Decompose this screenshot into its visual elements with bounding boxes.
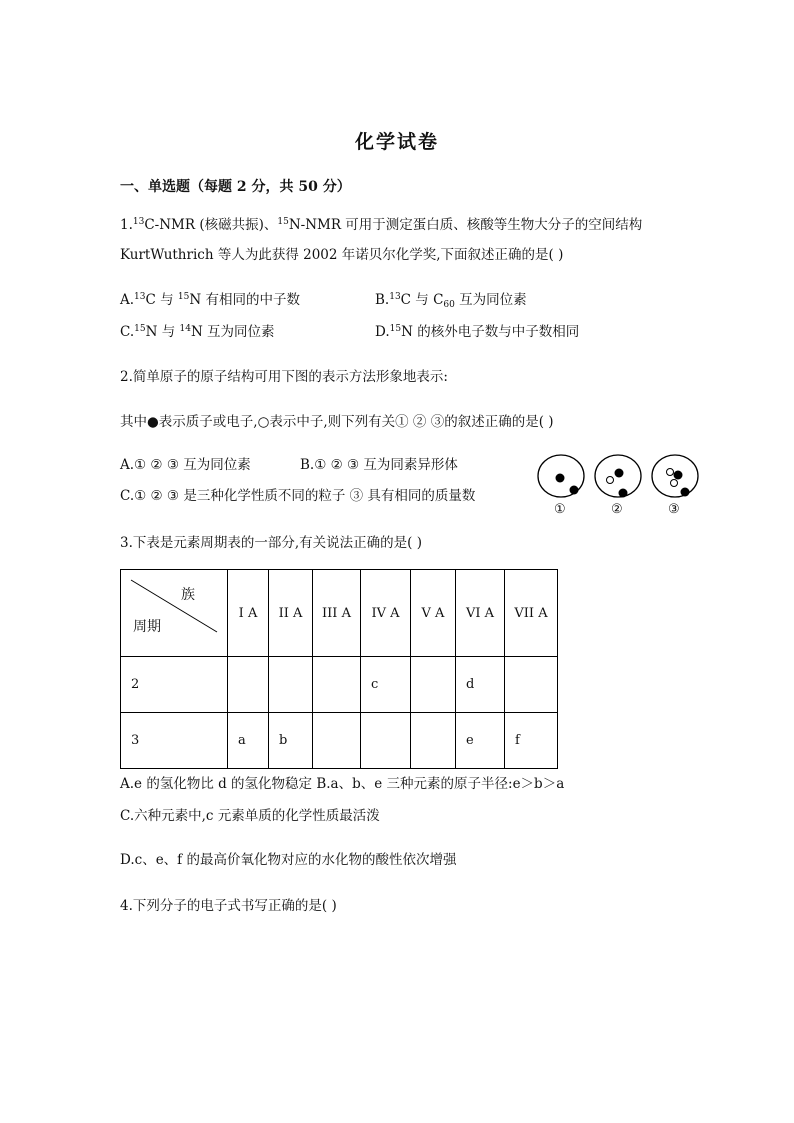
period-header-label: 周期 [133,619,161,635]
period-cell: 3 [121,713,228,769]
q2-stem-line2: 其中●表示质子或电子,○表示中子,则下列有关① ② ③的叙述正确的是( ) [120,414,554,430]
atom-structure-diagram [533,452,713,522]
q1-option-d: D.$^{15}$N 的核外电子数与中子数相同 [375,324,580,340]
q3-option-c: C.六种元素中,c 元素单质的化学性质最活泼 [120,808,380,824]
q1-option-b: B.$^{13}$C 与 $C_{60}$ 互为同位素 [375,292,527,310]
table-cell [313,713,361,769]
atom-label-1: ① [554,502,566,517]
page-title: 化学试卷 [354,131,439,153]
q1-stem-line2: KurtWuthrich 等人为此获得 2002 年诺贝尔化学奖,下面叙述正确的是( ) [120,247,564,263]
q2-option-a: A.① ② ③ 互为同位素 [120,457,251,473]
q1-stem-line1: 1.13C-NMR (核磁共振)、$^{15}$N-NMR 可用于测定蛋白质、核酸等生物大分子的空间结构 [120,217,643,233]
atom-label-3: ③ [668,502,680,517]
table-cell: c [361,657,411,713]
atom-label-2: ② [611,502,623,517]
table-cell [228,657,269,713]
column-header: I A [228,570,269,657]
q3-option-d: D.c、e、f 的最高价氧化物对应的水化物的酸性依次增强 [120,852,457,868]
periodic-table-excerpt [120,569,557,769]
table-cell: e [456,713,505,769]
atom-2 [595,455,641,498]
table-cell [411,713,456,769]
table-cell [269,657,313,713]
table-cell [313,657,361,713]
table-cell [411,657,456,713]
q4-stem: 4.下列分子的电子式书写正确的是( ) [120,898,337,914]
group-header-label: 族 [181,587,195,603]
table-corner-cell [121,570,228,657]
column-header: V A [411,570,456,657]
q3-option-a-b: A.e 的氢化物比 d 的氢化物稳定 B.a、b、e 三种元素的原子半径:e＞b＞a [120,776,565,792]
atom-diagram-svg [533,452,713,504]
q1-option-c: C.$^{15}$N 与 $^{14}$N 互为同位素 [120,324,275,340]
column-header: III A [313,570,361,657]
q2-option-b: B.① ② ③ 互为同素异形体 [300,457,458,473]
column-header: II A [269,570,313,657]
q2-option-c-d: C.① ② ③ 是三种化学性质不同的粒子 ③ 具有相同的质量数 [120,488,476,504]
section-heading: 一、单选题（每题 2 分，共 50 分） [120,179,351,195]
column-header: VI A [456,570,505,657]
q1-option-a: A.$^{13}$C 与 $^{15}$N 有相同的中子数 [120,292,300,308]
table-cell: a [228,713,269,769]
table-cell [505,657,558,713]
q3-stem: 3.下表是元素周期表的一部分,有关说法正确的是( ) [120,535,422,551]
table-cell [361,713,411,769]
q2-stem-line1: 2.简单原子的原子结构可用下图的表示方法形象地表示: [120,369,448,385]
table-cell: b [269,713,313,769]
table-cell: d [456,657,505,713]
column-header: VII A [505,570,558,657]
table-row [121,657,558,713]
table-header-row [121,570,558,657]
column-header: IV A [361,570,411,657]
period-cell: 2 [121,657,228,713]
atom-3 [652,455,698,497]
atom-1 [538,455,584,497]
table-cell: f [505,713,558,769]
table-row [121,713,558,769]
